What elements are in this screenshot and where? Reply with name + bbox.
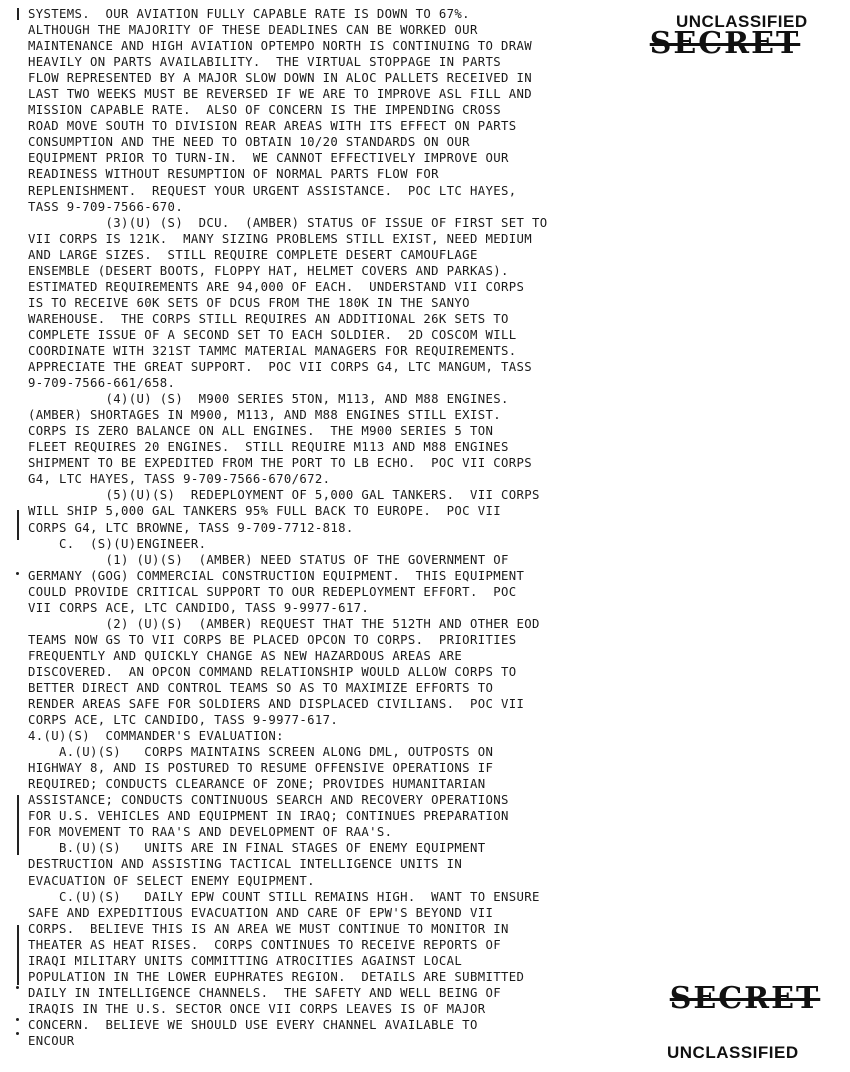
- document-line: ESTIMATED REQUIREMENTS ARE 94,000 OF EACH. UNDERSTAND VII CORPS: [28, 279, 525, 294]
- margin-mark: [17, 795, 19, 855]
- document-line: TASS 9-709-7566-670.: [28, 199, 184, 214]
- document-line: DAILY IN INTELLIGENCE CHANNELS. THE SAFETY AND WELL BEING OF: [28, 985, 501, 1000]
- document-line: 4.(U)(S) COMMANDER'S EVALUATION:: [28, 729, 284, 744]
- unclassified-marking: UNCLASSIFIED: [676, 12, 808, 31]
- document-line: IRAQIS IN THE U.S. SECTOR ONCE VII CORPS LEAVES IS OF MAJOR: [28, 1001, 486, 1016]
- document-line: ASSISTANCE; CONDUCTS CONTINUOUS SEARCH AND RECOVERY OPERATIONS: [28, 793, 509, 808]
- document-line: SYSTEMS. OUR AVIATION FULLY CAPABLE RATE IS DOWN TO 67%.: [28, 7, 470, 21]
- document-line: ENSEMBLE (DESERT BOOTS, FLOPPY HAT, HELMET COVERS AND PARKAS).: [28, 263, 509, 278]
- document-line: SAFE AND EXPEDITIOUS EVACUATION AND CARE OF EPW'S BEYOND VII: [28, 905, 494, 920]
- document-line: ALTHOUGH THE MAJORITY OF THESE DEADLINES CAN BE WORKED OUR: [28, 23, 478, 38]
- document-line: APPRECIATE THE GREAT SUPPORT. POC VII CORPS G4, LTC MANGUM, TASS: [28, 360, 532, 375]
- document-line: LAST TWO WEEKS MUST BE REVERSED IF WE ARE TO IMPROVE ASL FILL AND: [28, 87, 532, 102]
- document-line: (5)(U)(S) REDEPLOYMENT OF 5,000 GAL TANKERS. VII CORPS: [28, 488, 540, 503]
- document-line: AND LARGE SIZES. STILL REQUIRE COMPLETE DESERT CAMOUFLAGE: [28, 247, 478, 262]
- document-line: COORDINATE WITH 321ST TAMMC MATERIAL MANAGERS FOR REQUIREMENTS.: [28, 343, 517, 358]
- document-line: TEAMS NOW GS TO VII CORPS BE PLACED OPCON TO CORPS. PRIORITIES: [28, 632, 517, 647]
- document-line: FLEET REQUIRES 20 ENGINES. STILL REQUIRE M113 AND M88 ENGINES: [28, 440, 509, 455]
- document-line: C. (S)(U)ENGINEER.: [28, 536, 207, 551]
- document-line: CORPS G4, LTC BROWNE, TASS 9-709-7712-818.: [28, 520, 354, 535]
- margin-dot: [16, 572, 19, 575]
- document-line: REPLENISHMENT. REQUEST YOUR URGENT ASSISTANCE. POC LTC HAYES,: [28, 183, 517, 198]
- document-line: COULD PROVIDE CRITICAL SUPPORT TO OUR REDEPLOYMENT EFFORT. POC: [28, 584, 517, 599]
- document-line: WAREHOUSE. THE CORPS STILL REQUIRES AN ADDITIONAL 26K SETS TO: [28, 311, 509, 326]
- secret-marking-struck: SECRET: [649, 26, 801, 61]
- document-line: (2) (U)(S) (AMBER) REQUEST THAT THE 512TH AND OTHER EOD: [28, 616, 540, 631]
- document-line: G4, LTC HAYES, TASS 9-709-7566-670/672.: [28, 472, 331, 487]
- document-line: FREQUENTLY AND QUICKLY CHANGE AS NEW HAZARDOUS AREAS ARE: [28, 648, 463, 663]
- document-line: EQUIPMENT PRIOR TO TURN-IN. WE CANNOT EFFECTIVELY IMPROVE OUR: [28, 151, 509, 166]
- document-line: IRAQI MILITARY UNITS COMMITTING ATROCITIES AGAINST LOCAL: [28, 953, 463, 968]
- document-line: GERMANY (GOG) COMMERCIAL CONSTRUCTION EQUIPMENT. THIS EQUIPMENT: [28, 568, 525, 583]
- margin-dot: [16, 986, 19, 989]
- document-line: MISSION CAPABLE RATE. ALSO OF CONCERN IS THE IMPENDING CROSS: [28, 103, 501, 118]
- document-line: CORPS. BELIEVE THIS IS AN AREA WE MUST CONTINUE TO MONITOR IN: [28, 921, 509, 936]
- document-line: B.(U)(S) UNITS ARE IN FINAL STAGES OF ENEMY EQUIPMENT: [28, 841, 486, 856]
- document-line: ROAD MOVE SOUTH TO DIVISION REAR AREAS WITH ITS EFFECT ON PARTS: [28, 119, 517, 134]
- document-line: BETTER DIRECT AND CONTROL TEAMS SO AS TO MAXIMIZE EFFORTS TO: [28, 680, 494, 695]
- document-line: (1) (U)(S) (AMBER) NEED STATUS OF THE GOVERNMENT OF: [28, 552, 509, 567]
- document-line: EVACUATION OF SELECT ENEMY EQUIPMENT.: [28, 873, 315, 888]
- document-line: (4)(U) (S) M900 SERIES 5TON, M113, AND M88 ENGINES.: [28, 392, 509, 407]
- document-line: SHIPMENT TO BE EXPEDITED FROM THE PORT TO LB ECHO. POC VII CORPS: [28, 456, 532, 471]
- document-line: READINESS WITHOUT RESUMPTION OF NORMAL PARTS FLOW FOR: [28, 167, 439, 182]
- document-line: FLOW REPRESENTED BY A MAJOR SLOW DOWN IN ALOC PALLETS RECEIVED IN: [28, 71, 532, 86]
- document-line: MAINTENANCE AND HIGH AVIATION OPTEMPO NORTH IS CONTINUING TO DRAW: [28, 39, 532, 54]
- unclassified-marking: UNCLASSIFIED: [667, 1043, 799, 1062]
- document-line: FOR MOVEMENT TO RAA'S AND DEVELOPMENT OF RAA'S.: [28, 825, 393, 840]
- document-line: (AMBER) SHORTAGES IN M900, M113, AND M88 ENGINES STILL EXIST.: [28, 408, 501, 423]
- document-line: COMPLETE ISSUE OF A SECOND SET TO EACH SOLDIER. 2D COSCOM WILL: [28, 327, 517, 342]
- document-line: CONCERN. BELIEVE WE SHOULD USE EVERY CHANNEL AVAILABLE TO: [28, 1017, 478, 1032]
- margin-mark: [17, 925, 19, 985]
- document-line: DESTRUCTION AND ASSISTING TACTICAL INTELLIGENCE UNITS IN: [28, 857, 463, 872]
- document-line: WILL SHIP 5,000 GAL TANKERS 95% FULL BACK TO EUROPE. POC VII: [28, 504, 501, 519]
- document-line: POPULATION IN THE LOWER EUPHRATES REGION. DETAILS ARE SUBMITTED: [28, 969, 525, 984]
- document-line: REQUIRED; CONDUCTS CLEARANCE OF ZONE; PROVIDES HUMANITARIAN: [28, 777, 486, 792]
- document-line: DISCOVERED. AN OPCON COMMAND RELATIONSHIP WOULD ALLOW CORPS TO: [28, 664, 517, 679]
- margin-dot: [16, 1018, 19, 1021]
- document-line: CORPS ACE, LTC CANDIDO, TASS 9-9977-617.: [28, 713, 339, 728]
- document-line: VII CORPS ACE, LTC CANDIDO, TASS 9-9977-617.: [28, 600, 370, 615]
- margin-mark: [17, 8, 19, 20]
- document-line: RENDER AREAS SAFE FOR SOLDIERS AND DISPLACED CIVILIANS. POC VII: [28, 697, 525, 712]
- document-line: CONSUMPTION AND THE NEED TO OBTAIN 10/20 STANDARDS ON OUR: [28, 135, 470, 150]
- margin-mark: [17, 510, 19, 540]
- document-line: CORPS IS ZERO BALANCE ON ALL ENGINES. THE M900 SERIES 5 TON: [28, 424, 494, 439]
- document-line: HEAVILY ON PARTS AVAILABILITY. THE VIRTUAL STOPPAGE IN PARTS: [28, 55, 501, 70]
- document-line: A.(U)(S) CORPS MAINTAINS SCREEN ALONG DML, OUTPOSTS ON: [28, 745, 494, 760]
- document-body: [28, 6, 668, 1049]
- document-line: C.(U)(S) DAILY EPW COUNT STILL REMAINS HIGH. WANT TO ENSURE: [28, 889, 540, 904]
- document-line: VII CORPS IS 121K. MANY SIZING PROBLEMS STILL EXIST, NEED MEDIUM: [28, 231, 532, 246]
- document-line: IS TO RECEIVE 60K SETS OF DCUS FROM THE 180K IN THE SANYO: [28, 295, 470, 310]
- document-line: (3)(U) (S) DCU. (AMBER) STATUS OF ISSUE OF FIRST SET TO: [28, 215, 548, 230]
- document-line: HIGHWAY 8, AND IS POSTURED TO RESUME OFFENSIVE OPERATIONS IF: [28, 761, 494, 776]
- margin-dot: [16, 1032, 19, 1035]
- document-line: ENCOUR: [28, 1034, 75, 1048]
- document-line: FOR U.S. VEHICLES AND EQUIPMENT IN IRAQ; CONTINUES PREPARATION: [28, 809, 509, 824]
- document-line: 9-709-7566-661/658.: [28, 376, 176, 391]
- document-line: THEATER AS HEAT RISES. CORPS CONTINUES TO RECEIVE REPORTS OF: [28, 937, 501, 952]
- secret-marking-struck: SECRET: [669, 981, 821, 1016]
